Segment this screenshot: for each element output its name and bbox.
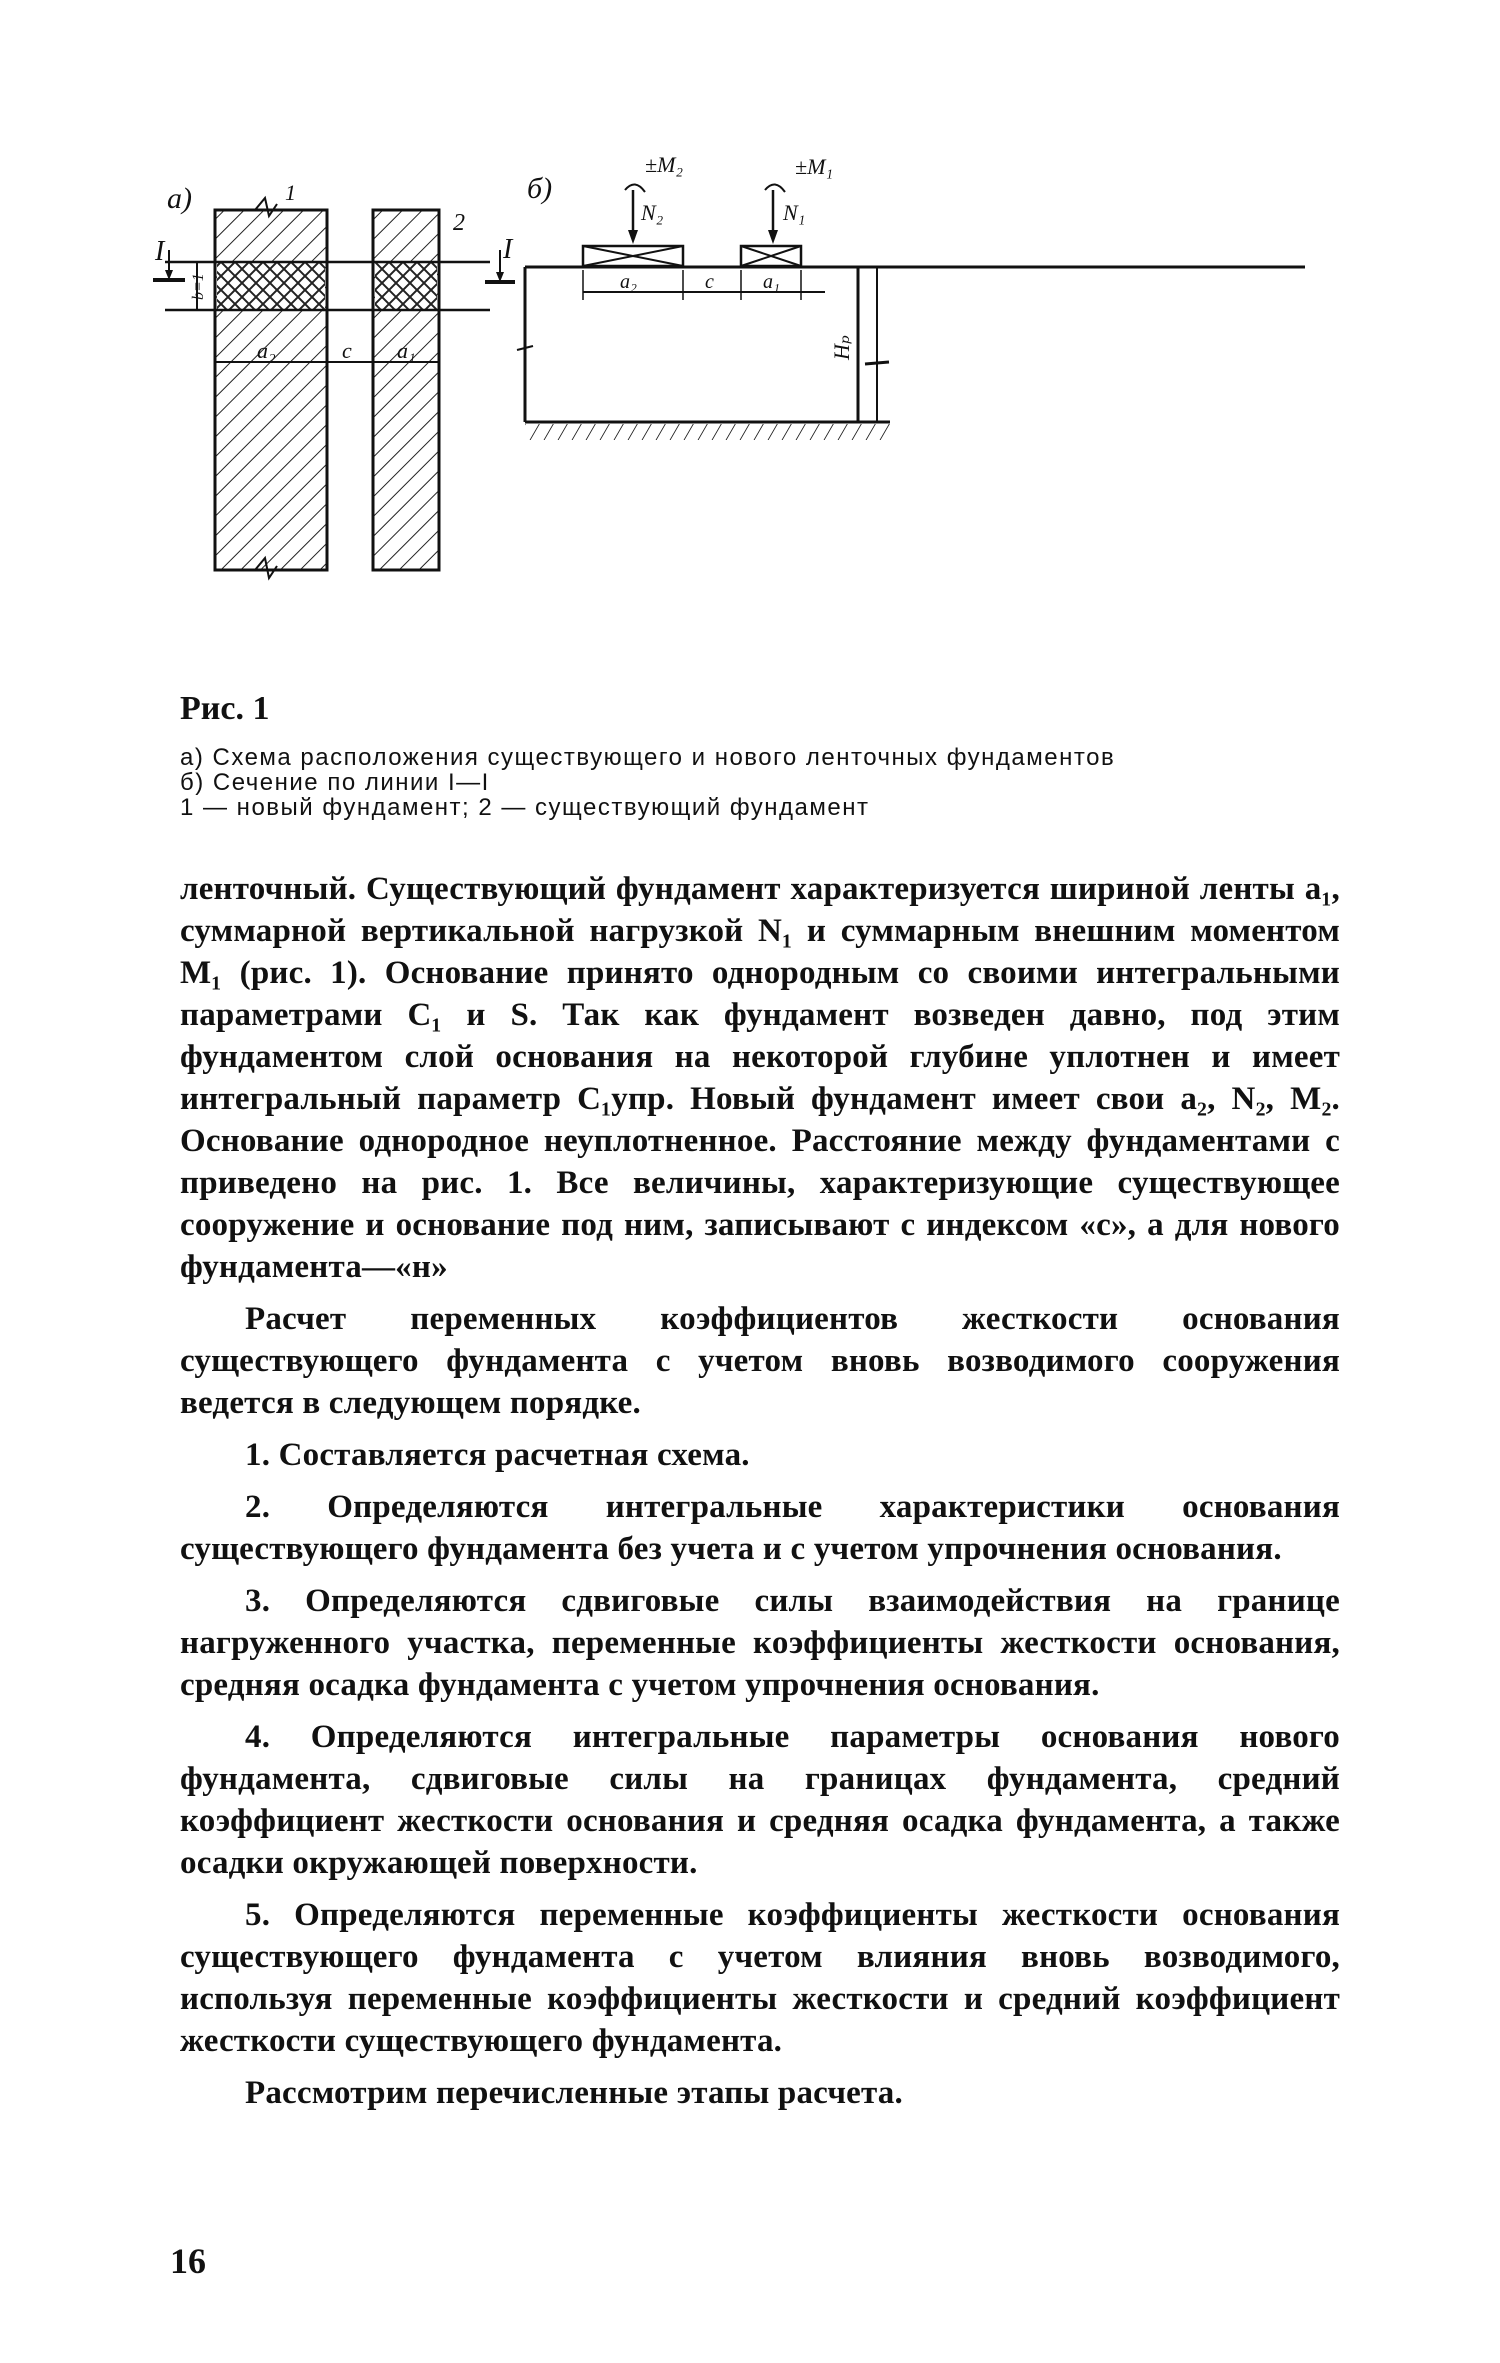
section-mark-left: I (155, 236, 165, 267)
dimension-c-panel-b: c (705, 271, 714, 293)
moment-m2-label: ±M₂ (645, 152, 684, 177)
list-item: 2. Определяются интегральные характеристики основания существующего фундамента без учета и с учетом упрочнения основания. (180, 1489, 1340, 1567)
new-footing-section (583, 246, 683, 266)
list-item: 3. Определяются сдвиговые силы взаимодействия на границе нагруженного участка, переменные коэффициенты жесткости основания, средняя осадка фундамента с учетом упрочнения основания. (180, 1583, 1340, 1703)
panel-a-label: а) (167, 182, 192, 215)
moment-m2-arrow (625, 184, 645, 192)
page-number: 16 (170, 2241, 206, 2281)
dimension-a2-panel-a: a₂ (257, 338, 276, 363)
new-foundation-strip (215, 210, 327, 570)
moment-m1-arrow (765, 184, 785, 192)
list-item: 4. Определяются интегральные параметры основания нового фундамента, сдвиговые силы на границах фундамента, средний коэффициент жесткости основания и средняя осадка фундамента, а также осадки окружающей поверхности. (180, 1719, 1340, 1881)
dimension-a2-panel-b: a₂ (620, 271, 637, 293)
figure-1-drawing (155, 150, 1355, 680)
caption-line-b: б) Сечение по линии I—I (180, 769, 490, 797)
label-existing-foundation: 2 (453, 210, 465, 236)
paragraph: Рассмотрим перечисленные этапы расчета. (245, 2075, 903, 2111)
figure-1 (155, 150, 1355, 680)
list-item: 1. Составляется расчетная схема. (245, 1437, 750, 1473)
dimension-a1-panel-b: a₁ (763, 271, 780, 293)
dimension-a1-panel-a: a₁ (397, 338, 416, 363)
dimension-hp: Hₚ (829, 335, 854, 360)
force-n1-label: N₁ (783, 200, 806, 225)
paragraph: ленточный. Существующий фундамент характеризуется шириной ленты a₁, суммарной вертикальной нагрузкой N₁ и суммарным внешним моментом M₁ (рис. 1). Основание принято однородным со своими интегральными параметрами C₁ и S. Так как фундамент возведен давно, под этим фундаментом слой основания на некоторой глубине уплотнен и имеет интегральный параметр C₁упр. Новый фундамент имеет свои a₂, N₂, M₂. Основание однородное неуплотненное. Расстояние между фундаментами c приведено на рис. 1. Все величины, характеризующие существующее сооружение и основание под ним, записывают с индексом «с», а для нового фундамента—«н» (180, 871, 1340, 1285)
body-text (180, 868, 1340, 2124)
paragraph: Расчет переменных коэффициентов жесткости основания существующего фундамента с учетом вновь возводимого сооружения ведется в следующем порядке. (180, 1301, 1340, 1421)
dimension-c-panel-a: c (342, 338, 352, 363)
caption-title: Рис. 1 (180, 690, 270, 727)
force-n2-label: N₂ (641, 200, 664, 225)
list-item: 5. Определяются переменные коэффициенты жесткости основания существующего фундамента с учетом влияния вновь возводимого, используя переменные коэффициенты жесткости и средний коэффициент жесткости существующего фундамента. (180, 1897, 1340, 2059)
panel-b-label: б) (527, 172, 553, 205)
existing-foundation-strip (373, 210, 439, 570)
section-mark-right: I (503, 234, 513, 265)
caption-legend: 1 — новый фундамент; 2 — существующий фундамент (180, 794, 870, 822)
caption-line-a: а) Схема расположения существующего и нового ленточных фундаментов (180, 744, 1116, 772)
label-new-foundation: 1 (285, 180, 296, 205)
figure-caption (180, 690, 1340, 820)
dimension-b: b=1 (190, 273, 207, 300)
existing-footing-section (741, 246, 801, 266)
moment-m1-label: ±M₁ (795, 154, 834, 179)
